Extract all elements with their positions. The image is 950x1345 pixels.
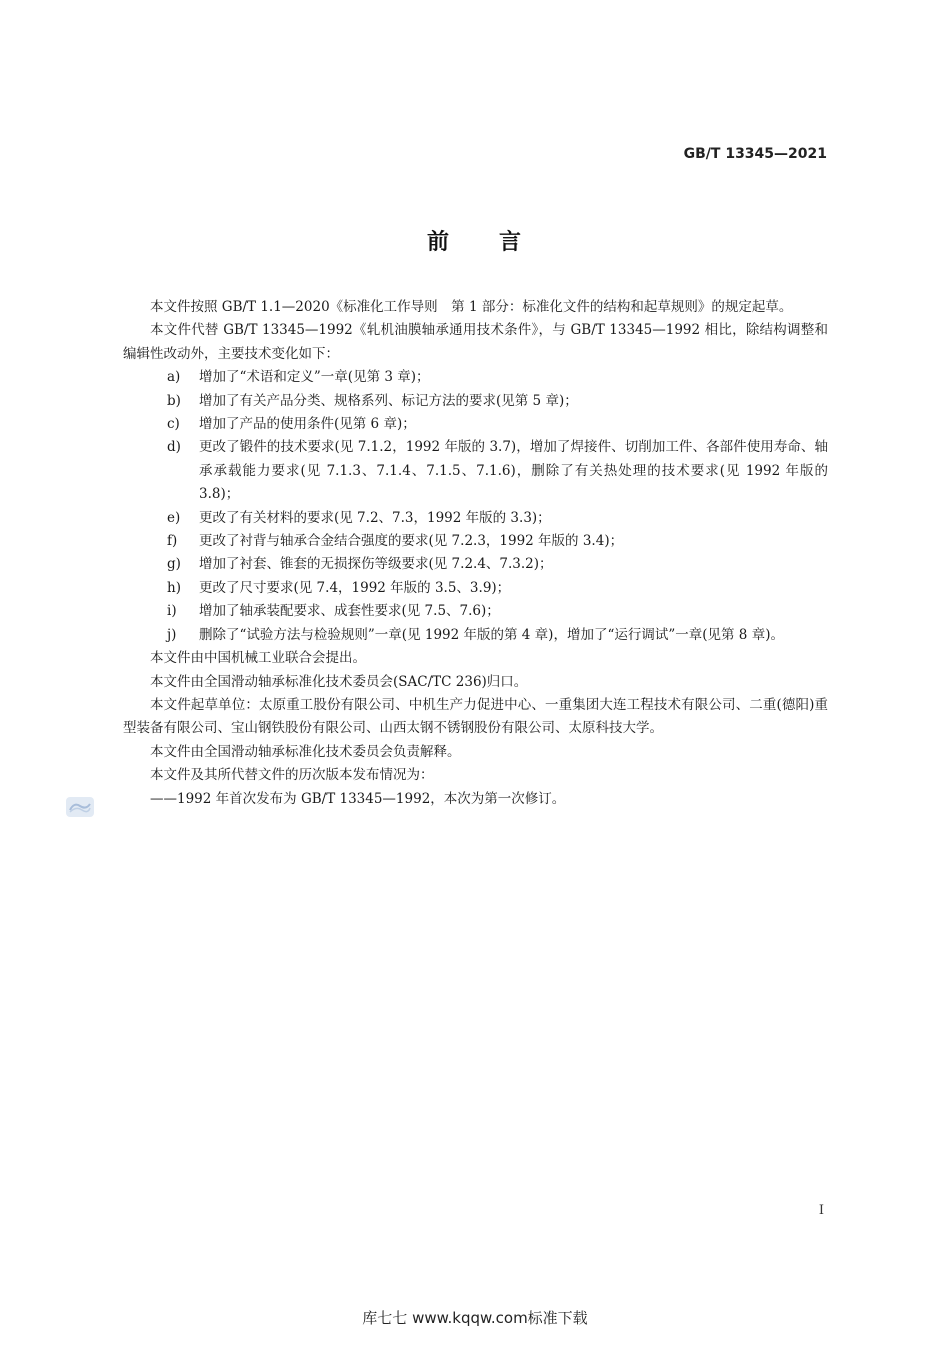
list-item [123, 390, 828, 413]
list-item [123, 553, 828, 576]
list-item [123, 507, 828, 530]
list-text: 更改了锻件的技术要求(见 7.1.2，1992 年版的 3.7)，增加了焊接件、切削加工件、各部件使用寿命、轴承承载能力要求(见 7.1.3、7.1.4、7.1.5、7.1.6)，删除了有关热处理的技术要求(见 1992 年版的 3.8)； [199, 439, 828, 503]
paragraph: 本文件及其所代替文件的历次版本发布情况为： [150, 767, 434, 784]
list-text: 增加了产品的使用条件(见第 6 章)； [199, 416, 416, 433]
list-item [123, 624, 828, 647]
list-text: 增加了有关产品分类、规格系列、标记方法的要求(见第 5 章)； [199, 392, 578, 409]
paragraph: 本文件由全国滑动轴承标准化技术委员会(SAC/TC 236)归口。 [150, 673, 528, 690]
list-text: 更改了有关材料的要求(见 7.2、7.3，1992 年版的 3.3)； [199, 509, 551, 526]
footer-text: 库七七 www.kqqw.com标准下载 [362, 1309, 588, 1327]
list-marker: c) [167, 416, 180, 433]
sac-logo-icon [66, 797, 94, 817]
paragraph: 本文件代替 GB/T 13345—1992《轧机油膜轴承通用技术条件》，与 GB/T 13345—1992 相比，除结构调整和编辑性改动外，主要技术变化如下： [123, 322, 828, 362]
list-marker: f) [167, 533, 178, 550]
list-text: 增加了“术语和定义”一章(见第 3 章)； [199, 369, 430, 386]
list-marker: b) [167, 392, 181, 409]
standard-code: GB/T 13345—2021 [683, 146, 827, 162]
page-number: I [818, 1203, 824, 1218]
list-marker: i) [167, 603, 177, 620]
paragraph: 本文件起草单位：太原重工股份有限公司、中机生产力促进中心、一重集团大连工程技术有限公司、二重(德阳)重型装备有限公司、宝山钢铁股份有限公司、山西太钢不锈钢股份有限公司、太原科技大学。 [123, 696, 828, 737]
page-title-part1: 前 [426, 230, 451, 255]
page-title-part2: 言 [499, 230, 524, 255]
list-marker: d) [167, 439, 181, 456]
list-item [123, 577, 828, 600]
list-item [123, 600, 828, 623]
list-item [123, 366, 828, 389]
list-marker: e) [167, 509, 181, 526]
list-text: 更改了衬背与轴承合金结合强度的要求(见 7.2.3，1992 年版的 3.4)； [199, 533, 624, 550]
list-marker: a) [167, 369, 181, 386]
paragraph: ——1992 年首次发布为 GB/T 13345—1992，本次为第一次修订。 [150, 790, 566, 807]
list-text: 更改了尺寸要求(见 7.4，1992 年版的 3.5、3.9)； [199, 579, 511, 596]
foreword-body [123, 296, 828, 811]
list-text: 增加了轴承装配要求、成套性要求(见 7.5、7.6)； [199, 603, 500, 620]
changes-list [123, 366, 828, 647]
list-item [123, 413, 828, 436]
list-marker: g) [167, 556, 181, 573]
paragraph: 本文件按照 GB/T 1.1—2020《标准化工作导则 第 1 部分：标准化文件的结构和起草规则》的规定起草。 [150, 299, 793, 315]
list-marker: j) [167, 626, 177, 643]
paragraph: 本文件由全国滑动轴承标准化技术委员会负责解释。 [150, 743, 461, 760]
paragraph: 本文件由中国机械工业联合会提出。 [150, 650, 366, 667]
list-text: 删除了“试验方法与检验规则”一章(见 1992 年版的第 4 章)，增加了“运行调试”一章(见第 8 章)。 [199, 626, 784, 643]
list-text: 增加了衬套、锥套的无损探伤等级要求(见 7.2.4、7.3.2)； [199, 556, 553, 573]
list-item [123, 530, 828, 553]
page-title [0, 225, 950, 256]
list-marker: h) [167, 579, 181, 596]
list-item [123, 436, 828, 506]
